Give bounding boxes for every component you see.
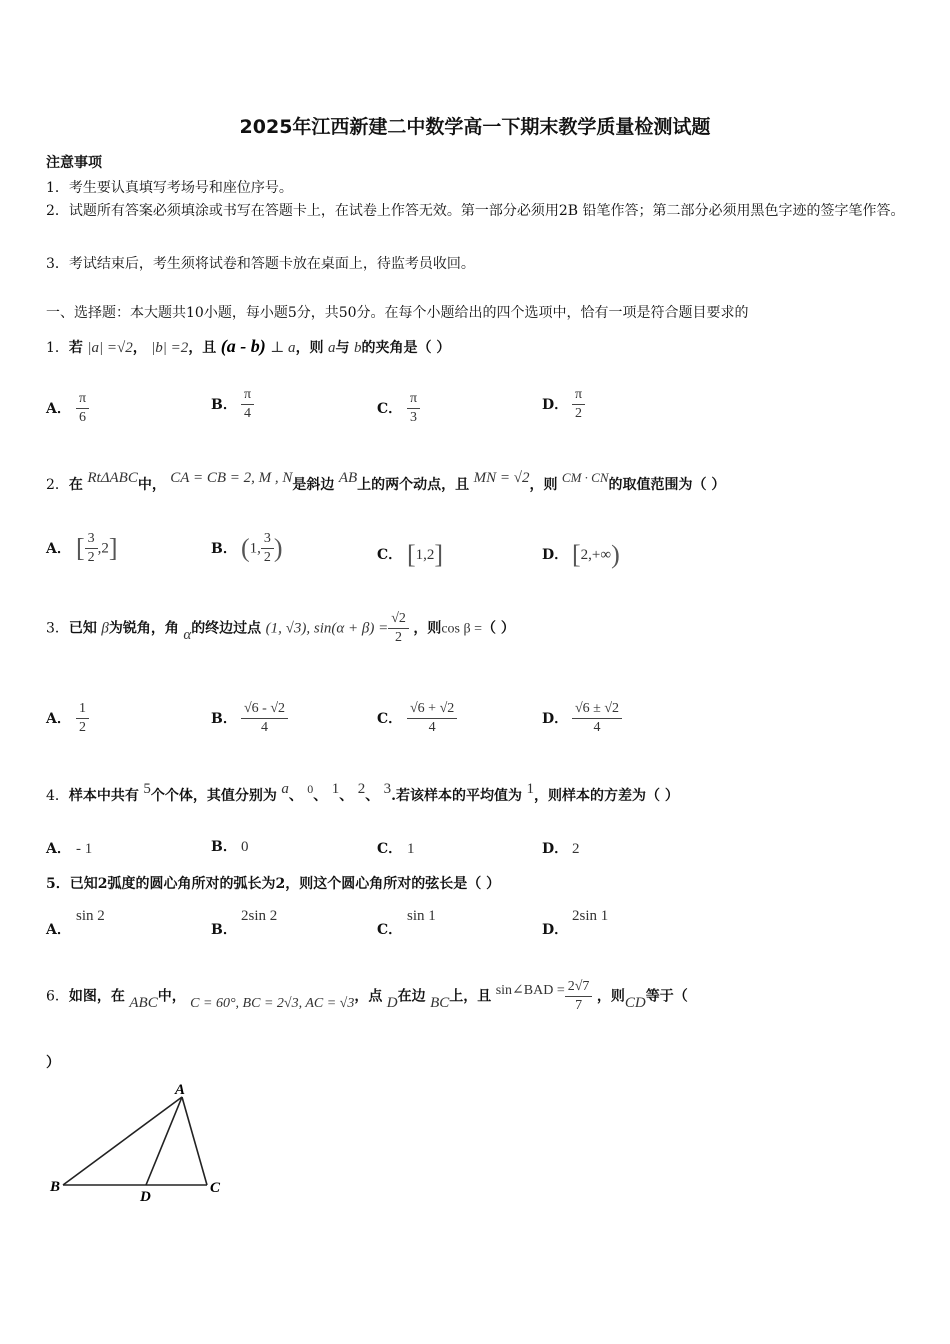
option-a: A． [ $\frac{3}{2}$ ,2] xyxy=(46,531,118,565)
notice-heading: 注意事项 xyxy=(46,155,102,171)
option-c: C． 1 xyxy=(377,841,415,857)
question-6-continued: ） xyxy=(46,1055,60,1071)
option-c: C．sin 1 xyxy=(377,908,436,938)
triangle-figure xyxy=(40,1080,240,1210)
point-d-label: D xyxy=(140,1189,151,1205)
option-c: C． [1,2] xyxy=(377,540,444,569)
question-3: 3．已知 β为锐角，角 α的终边过点 (1, √3), sin(α + β) = $\frac{√2}{2}$ ，则cos β =（ ） xyxy=(46,611,515,645)
vertex-c-label: C xyxy=(210,1180,221,1196)
option-d: D． $\frac{\pi}{2}$ xyxy=(542,386,585,423)
option-d: D． [2,+∞) xyxy=(542,540,620,569)
option-a: A． $\frac{1}{2}$ xyxy=(46,700,89,737)
option-b: B． (1, $\frac{3}{2}$ ) xyxy=(211,531,283,565)
notice-item: 1．考生要认真填写考场号和座位序号。 xyxy=(46,180,293,196)
option-c: C． $\frac{√6 + √2}{4}$ xyxy=(377,700,457,737)
question-5: 5．已知2弧度的圆心角所对的弧长为2，则这个圆心角所对的弦长是（ ） xyxy=(46,876,501,892)
option-b: B． $\frac{√6 - √2}{4}$ xyxy=(211,700,288,737)
option-c: C． $\frac{\pi}{3}$ xyxy=(377,390,420,427)
notice-item: 3．考试结束后，考生须将试卷和答题卡放在桌面上，待监考员收回。 xyxy=(46,256,475,272)
option-d: D． 2 xyxy=(542,841,580,857)
option-b: B． $\frac{\pi}{4}$ xyxy=(211,386,254,423)
option-b: B． 0 xyxy=(211,839,249,855)
option-d: D． $\frac{√6 \pm √2}{4}$ xyxy=(542,700,622,737)
option-a: A． $\frac{\pi}{6}$ xyxy=(46,390,89,427)
option-a: A．sin 2 xyxy=(46,908,105,938)
section-heading: 一、选择题：本大题共10小题，每小题5分，共50分。在每个小题给出的四个选项中，恰有一项是符合题目要求的 xyxy=(46,305,749,321)
question-6: 6．如图，在 ABC中， C = 60°, BC = 2√3, AC = √3，点 D在边 BC上，且 sin∠BAD = $\frac{2√7}{7}$ ，则CD等于（ xyxy=(46,979,688,1013)
page-title: 2025年江西新建二中数学高一下期末教学质量检测试题 xyxy=(239,116,711,138)
option-b: B．2sin 2 xyxy=(211,908,278,938)
option-a: A． - 1 xyxy=(46,841,93,857)
vertex-b-label: B xyxy=(50,1179,61,1195)
notice-item: 2．试题所有答案必须填涂或书写在答题卡上，在试卷上作答无效。第一部分必须用2B 铅笔作答；第二部分必须用黑色字迹的签字笔作答。 xyxy=(46,203,905,219)
question-1: 1．若 |a| =√2， |b| =2，且 (a - b) ⊥ a，则 a与 b的夹角是（ ） xyxy=(46,336,451,356)
question-4: 4．样本中共有 5个个体，其值分别为 a、 0、 1、 2、 3.若该样本的平均值为 1，则样本的方差为（ ） xyxy=(46,781,679,804)
question-2: 2．在 RtΔABC中， CA = CB = 2, M , N是斜边 AB上的两个动点，且 MN = √2，则 CM · CN的取值范围为（ ） xyxy=(46,470,726,493)
vertex-a-label: A xyxy=(175,1082,186,1098)
option-d: D．2sin 1 xyxy=(542,908,609,938)
side-ac xyxy=(182,1097,207,1185)
